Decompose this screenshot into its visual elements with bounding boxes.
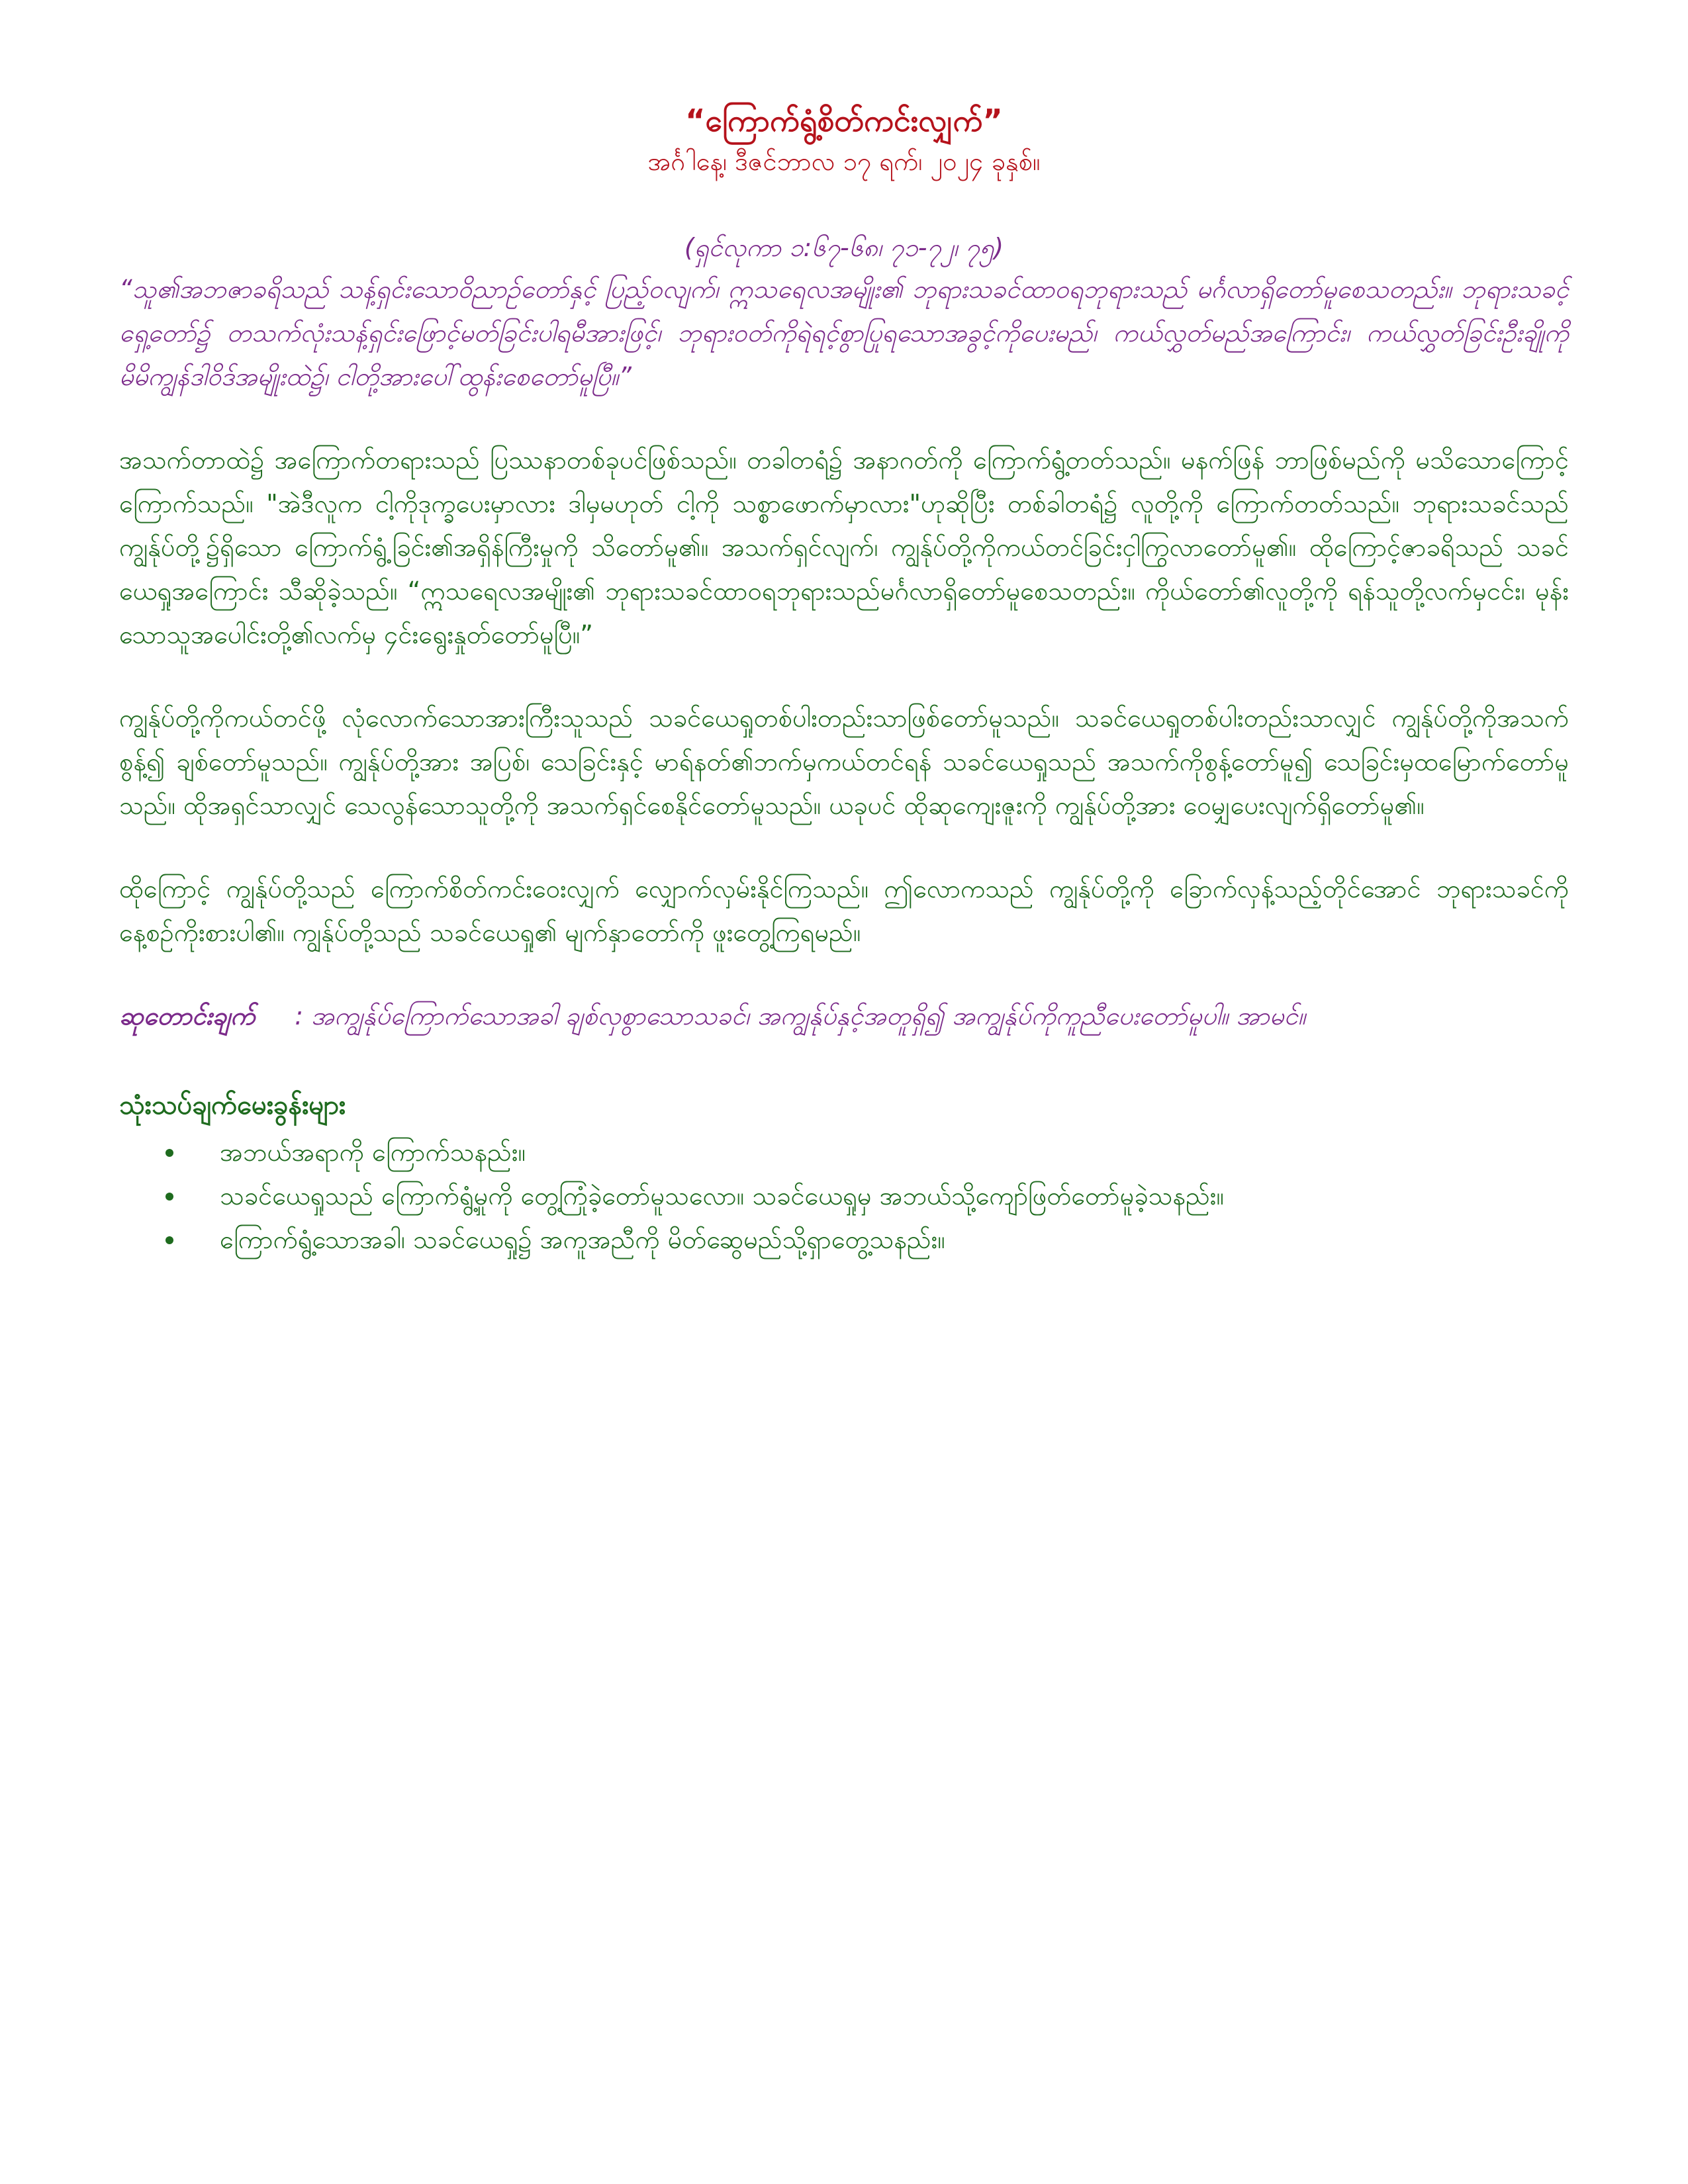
date-line: အင်္ဂါနေ့၊ ဒီဇင်ဘာလ ၁၇ ရက်၊ ၂၀၂၄ ခုနှစ်။ <box>647 147 1041 176</box>
scripture-text: “သူ၏အဘဇာခရိသည် သန့်ရှင်းသောဝိညာဉ်တော်နှင့် ပြည့်ဝလျက်၊ ဣသရေလအမျိုး၏ ဘုရားသခင်ထာဝရဘုရားသည် မင်္ဂလာရှိတော်မူစေသတည်း။ ဘုရားသခင့်ရှေ့တော်၌ တသက်လုံးသန့်ရှင်းဖြောင့်မတ်ခြင်းပါရမီအားဖြင့်၊ ဘုရားဝတ်ကိုရဲရင့်စွာပြုရသောအခွင့်ကိုပေးမည်၊ ကယ်လွှတ်မည်အကြောင်း၊ ကယ်လွှတ်ခြင်းဦးချိုကို မိမိကျွန်ဒါဝိဒ်အမျိုးထဲ၌၊ ငါတို့အားပေါ်ထွန်းစေတော်မူပြီ။” <box>119 275 1569 391</box>
bullet-icon <box>165 1236 173 1244</box>
page-title: “ကြောက်ရွံ့စိတ်ကင်းလျှက်” <box>685 103 1003 138</box>
reflection-list <box>119 1130 1569 1261</box>
scripture-reference: (ရှင်လုကာ ၁:၆၇-၆၈၊ ၇၁-၇၂၊ ၇၅) <box>684 233 1004 262</box>
list-item <box>165 1174 1569 1218</box>
body-paragraph-3: ထိုကြောင့် ကျွန်ုပ်တို့သည် ကြောက်စိတ်ကင်းဝေးလျှက် လျှောက်လှမ်းနိုင်ကြသည်။ ဤလောကသည် ကျွန်ုပ်တို့ကို ခြောက်လှန့်သည့်တိုင်အောင် ဘုရားသခင်ကို နေ့စဉ်ကိုးစားပါ၏။ ကျွန်ုပ်တို့သည် သခင်ယေရှု၏ မျက်နှာတော်ကို ဖူးတွေ့ကြရမည်။ <box>119 874 1569 947</box>
list-item <box>165 1130 1569 1174</box>
prayer-text: : အကျွန်ုပ်ကြောက်သောအခါ ချစ်လှစွာသောသခင်၊ အကျွန်ုပ်နှင့်အတူရှိ၍ အကျွန်ုပ်ကိုကူညီပေးတော်မူပါ။ အာမင်။ <box>295 1001 1306 1030</box>
bullet-icon <box>165 1149 173 1157</box>
question-text: အဘယ်အရာကို ကြောက်သနည်း။ <box>220 1138 526 1167</box>
prayer-label: ဆုတောင်းချက် <box>119 1001 256 1030</box>
reflection-heading: သုံးသပ်ချက်မေးခွန်းများ <box>119 1090 346 1120</box>
body-paragraph-1: အသက်တာထဲ၌ အကြောက်တရားသည် ပြဿနာတစ်ခုပင်ဖြစ်သည်။ တခါတရံ၌ အနာဂတ်ကို ကြောက်ရွံ့တတ်သည်။ မနက်ဖြန် ဘာဖြစ်မည်ကို မသိသောကြောင့် ကြောက်သည်။ "အဲဒီလူက ငါ့ကိုဒုက္ခပေးမှာလား ဒါမှမဟုတ် ငါ့ကို သစ္စာဖောက်မှာလား"ဟုဆိုပြီး တစ်ခါတရံ၌ လူတို့ကို ကြောက်တတ်သည်။ ဘုရားသခင်သည် ကျွန်ုပ်တို့၌ရှိသော ကြောက်ရွံ့ခြင်း၏အရှိန်ကြီးမှုကို သိတော်မူ၏။ အသက်ရှင်လျက်၊ ကျွန်ုပ်တို့ကိုကယ်တင်ခြင်းငှါကြွလာတော်မူ၏။ ထိုကြောင့်ဇာခရိသည် သခင်ယေရှုအကြောင်း သီဆိုခဲ့သည်။ “ဣသရေလအမျိုး၏ ဘုရားသခင်ထာဝရဘုရားသည်မင်္ဂလာရှိတော်မူစေသတည်း။ ကိုယ်တော်၏လူတို့ကို ရန်သူတို့လက်မှငင်း၊ မုန်းသောသူအပေါင်းတို့၏လက်မှ ၄င်းရွေးနှုတ်တော်မူပြီ။” <box>119 445 1569 649</box>
bullet-icon <box>165 1193 173 1201</box>
body-paragraph-2: ကျွန်ုပ်တို့ကိုကယ်တင်ဖို့ လုံလောက်သောအားကြီးသူသည် သခင်ယေရှုတစ်ပါးတည်းသာဖြစ်တော်မူသည်။ သခင်ယေရှုတစ်ပါးတည်းသာလျှင် ကျွန်ုပ်တို့ကိုအသက်စွန့်၍ ချစ်တော်မူသည်။ ကျွန်ုပ်တို့အား အပြစ်၊ သေခြင်းနှင့် မာရ်နတ်၏ဘက်မှကယ်တင်ရန် သခင်ယေရှုသည် အသက်ကိုစွန့်တော်မူ၍ သေခြင်းမှထမြောက်တော်မူသည်။ ထိုအရှင်သာလျှင် သေလွန်သောသူတို့ကို အသက်ရှင်စေနိုင်တော်မူသည်။ ယခုပင် ထိုဆုကျေးဇူးကို ကျွန်ုပ်တို့အား ဝေမျှပေးလျက်ရှိတော်မူ၏။ <box>119 704 1569 820</box>
list-item <box>165 1218 1569 1261</box>
question-text: ကြောက်ရွံ့သောအခါ၊ သခင်ယေရှု၌ အကူအညီကို မိတ်ဆွေမည်သို့ရှာတွေ့သနည်း။ <box>220 1225 945 1254</box>
question-text: သခင်ယေရှုသည် ကြောက်ရွံ့မှုကို တွေ့ကြုံခဲ့တော်မူသလော။ သခင်ယေရှုမှ အဘယ်သို့ကျော်ဖြတ်တော်မူခဲ့သနည်း။ <box>220 1181 1224 1210</box>
prayer <box>119 994 1569 1038</box>
